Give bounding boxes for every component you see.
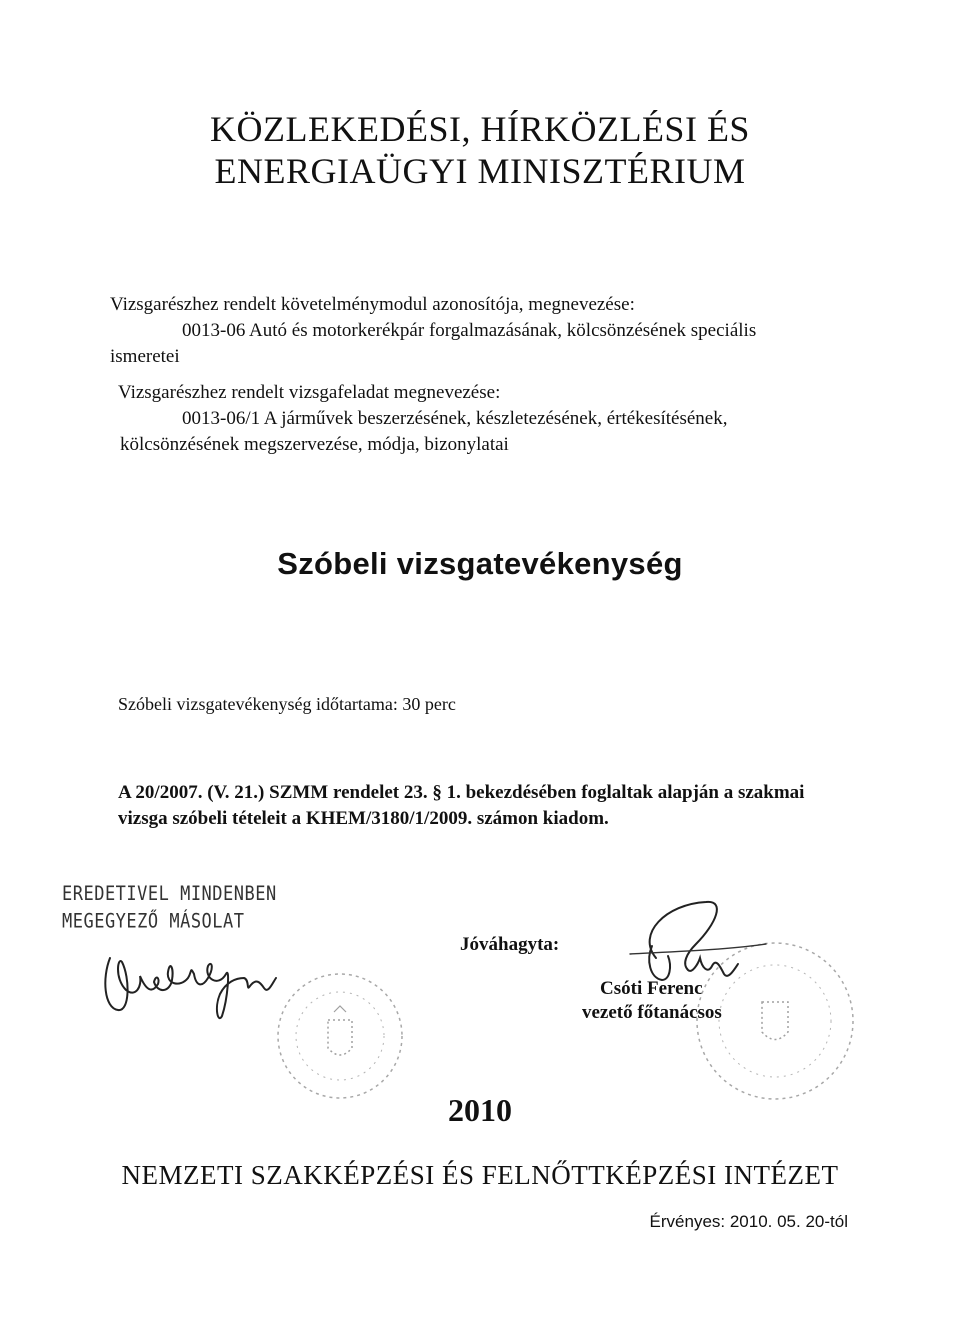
signer-name: Csóti Ferenc [600, 978, 703, 999]
section-title: Szóbeli vizsgatevékenység [277, 546, 683, 581]
institute-name: NEMZETI SZAKKÉPZÉSI ÉS FELNŐTTKÉPZÉSI INTÉZET [121, 1160, 839, 1190]
signer-title: vezető főtanácsos [582, 1002, 722, 1023]
decree-line1: A 20/2007. (V. 21.) SZMM rendelet 23. § 1. bekezdésében foglaltak alapján a szakmai [118, 782, 805, 803]
certified-copy-stamp [62, 880, 277, 935]
valid-from: Érvényes: 2010. 05. 20-tól [649, 1212, 848, 1231]
exam-duration: Szóbeli vizsgatevékenység időtartama: 30 perc [118, 694, 456, 714]
task-value: 0013-06/1 A járművek beszerzésének, készletezésének, értékesítésének, [182, 408, 728, 429]
task-value-continued: kölcsönzésének megszervezése, módja, bizonylatai [120, 434, 509, 455]
module-value: 0013-06 Autó és motorkerékpár forgalmazásának, kölcsönzésének speciális [182, 320, 757, 341]
module-label: Vizsgarészhez rendelt követelménymodul azonosítója, megnevezése: [110, 294, 635, 315]
left-signature [96, 938, 296, 1028]
certified-line1: EREDETIVEL MINDENBEN [62, 882, 277, 906]
decree-statement [118, 780, 848, 832]
approved-by-label: Jóváhagyta: [460, 934, 560, 955]
task-label: Vizsgarészhez rendelt vizsgafeladat megnevezése: [118, 382, 501, 403]
module-value-continued: ismeretei [110, 346, 180, 367]
official-seal-left [272, 968, 408, 1104]
ministry-header [0, 108, 960, 192]
issue-year: 2010 [448, 1092, 512, 1128]
certified-line2: MEGEGYEZŐ MÁSOLAT [62, 910, 245, 934]
decree-line2: vizsga szóbeli tételeit a KHEM/3180/1/2009. számon kiadom. [118, 808, 609, 829]
ministry-line1: KÖZLEKEDÉSI, HÍRKÖZLÉSI ÉS [210, 109, 750, 149]
ministry-line2: ENERGIAÜGYI MINISZTÉRIUM [214, 151, 746, 191]
